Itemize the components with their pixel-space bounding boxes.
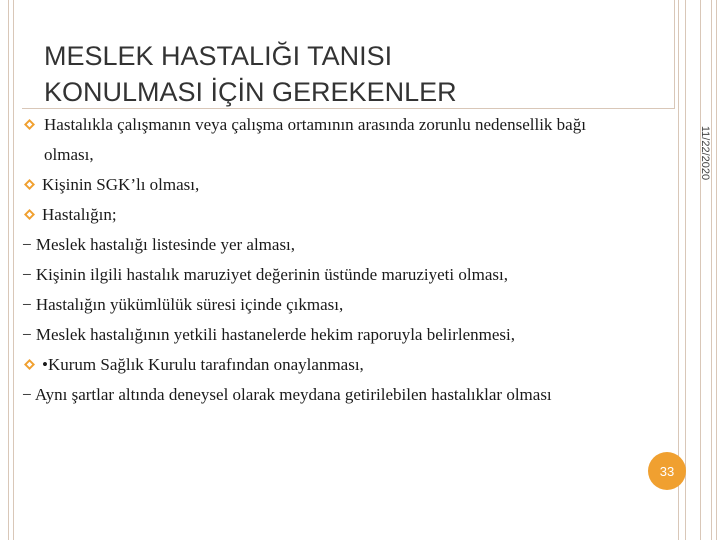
slide-date: 11/22/2020 xyxy=(699,125,711,181)
bullet-item xyxy=(22,200,632,230)
right-decorative-rail-outer xyxy=(711,0,717,540)
right-decorative-line xyxy=(700,0,701,540)
diamond-bullet-icon xyxy=(24,179,35,190)
dash-item: − Kişinin ilgili hastalık maruziyet değerinin üstünde maruziyeti olması, xyxy=(22,265,508,284)
slide-title-line: MESLEK HASTALIĞI TANISI xyxy=(44,41,393,71)
diamond-bullet-icon xyxy=(24,359,35,370)
dash-item: − Aynı şartlar altında deneysel olarak meydana getirilebilen hastalıklar olması xyxy=(22,385,552,404)
bullet-item xyxy=(22,110,632,170)
page-number-badge: 33 xyxy=(648,452,686,490)
dash-item: − Hastalığın yükümlülük süresi içinde çıkması, xyxy=(22,295,344,314)
dash-item: − Meslek hastalığının yetkili hastanelerde hekim raporuyla belirlenmesi, xyxy=(22,325,515,344)
diamond-bullet-icon xyxy=(24,209,35,220)
bullet-text: Kişinin SGK’lı olması, xyxy=(42,175,200,194)
bullet-text: Hastalığın; xyxy=(42,205,117,224)
left-decorative-rail xyxy=(8,0,14,540)
slide-body xyxy=(22,110,632,410)
diamond-bullet-icon xyxy=(24,119,35,130)
dash-item: − Meslek hastalığı listesinde yer alması, xyxy=(22,235,296,254)
bullet-text: Hastalıkla çalışmanın veya çalışma ortamının arasında zorunlu nedensellik bağı olması, xyxy=(44,115,586,164)
slide-title xyxy=(44,38,457,110)
bullet-text: •Kurum Sağlık Kurulu tarafından onaylanması, xyxy=(42,355,364,374)
bullet-item xyxy=(22,350,632,380)
slide-title-line: KONULMASI İÇİN GEREKENLER xyxy=(44,77,457,107)
bullet-item xyxy=(22,170,632,200)
